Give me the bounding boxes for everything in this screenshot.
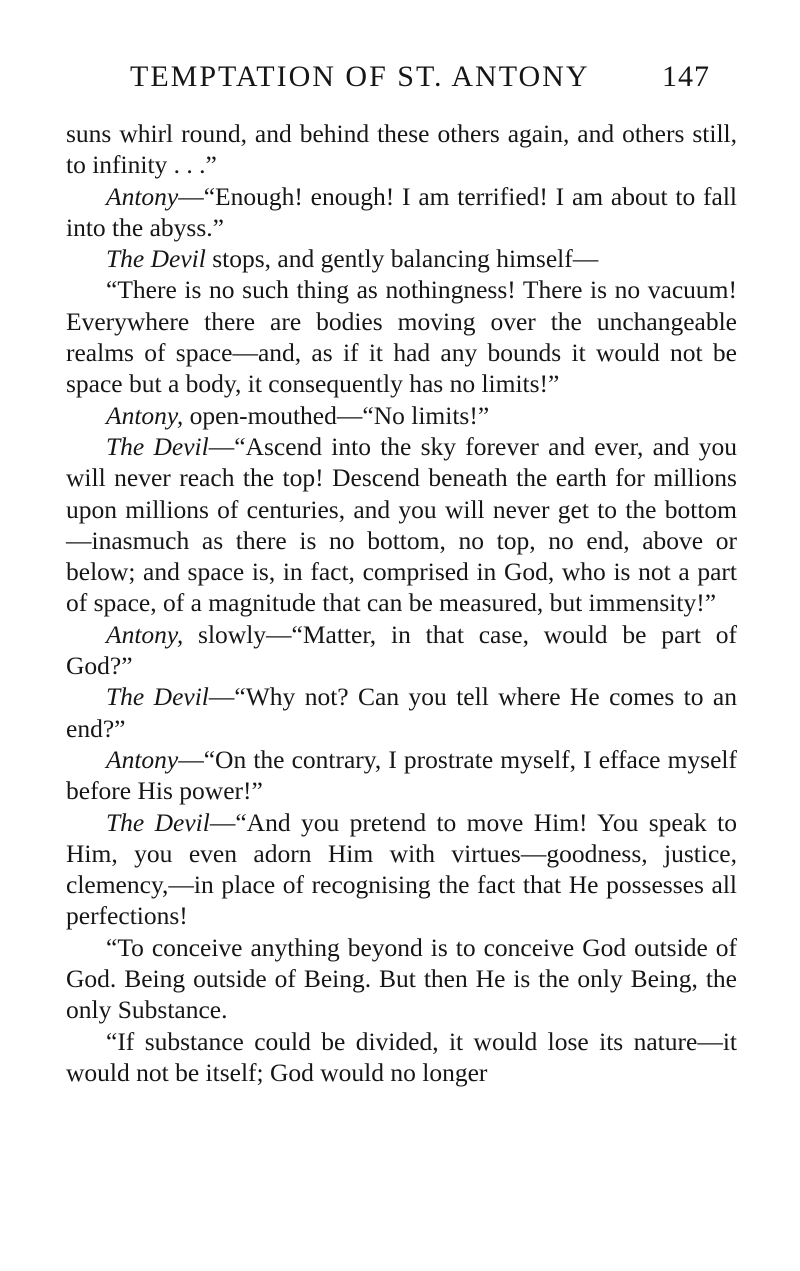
paragraph-text: open-mouthed—“No limits!” xyxy=(183,400,490,430)
paragraph xyxy=(66,243,737,274)
paragraph-text: —“Why not? Can you tell where He comes to an end?” xyxy=(66,682,737,743)
page-number: 147 xyxy=(662,60,710,93)
paragraph xyxy=(66,274,737,399)
paragraph xyxy=(66,181,737,244)
paragraph xyxy=(66,932,737,1026)
paragraph-text: —“Ascend into the sky forever and ever, and you will never reach the top! Descend beneath the earth for millions upon millions of centuries, and you will never get to the bottom—inasmuch as there is no bottom, no top, no end, above or below; and space is, in fact, comprised in God, who is not a part of space, of a magnitude that can be measured, but immensity!” xyxy=(66,431,737,618)
body-text xyxy=(66,118,737,1088)
paragraph-text: suns whirl round, and behind these others again, and others still, to infinity . . .” xyxy=(66,119,737,180)
speaker-name: The Devil xyxy=(106,682,209,712)
speaker-name: The Devil xyxy=(106,431,209,461)
paragraph xyxy=(66,431,737,619)
paragraph-text: —“On the contrary, I prostrate myself, I efface myself before His power!” xyxy=(66,744,737,806)
speaker-name: Antony, xyxy=(106,400,184,430)
paragraph-text: stops, and gently balancing himself— xyxy=(205,244,599,274)
paragraph-text: —“Enough! enough! I am terrified! I am about to fall into the abyss.” xyxy=(66,181,737,242)
paragraph xyxy=(66,118,737,181)
paragraph-text: “To conceive anything beyond is to conceive God outside of God. Being outside of Being. But then He is the only Being, the only Substance. xyxy=(66,932,737,1025)
speaker-name: The Devil xyxy=(106,807,210,837)
paragraph-text: “If substance could be divided, it would lose its nature—it would not be itself; God would no longer xyxy=(66,1026,737,1087)
running-title: TEMPTATION OF ST. ANTONY xyxy=(130,60,590,93)
paragraph xyxy=(66,619,737,682)
paragraph-text: slowly—“Matter, in that case, would be part of God?” xyxy=(66,619,737,681)
paragraph-text: —“And you pretend to move Him! You speak to Him, you even adorn Him with virtues—goodness, justice, clemency,—in place of recognising the fact that He possesses all perfections! xyxy=(66,807,737,931)
paragraph xyxy=(66,744,737,807)
speaker-name: Antony, xyxy=(106,619,184,649)
paragraph xyxy=(66,807,737,932)
paragraph xyxy=(66,681,737,744)
speaker-name: Antony xyxy=(106,744,179,774)
speaker-name: Antony xyxy=(106,181,179,211)
paragraph xyxy=(66,400,737,431)
paragraph xyxy=(66,1026,737,1089)
speaker-name: The Devil xyxy=(106,244,206,274)
paragraph-text: “There is no such thing as nothingness! There is no vacuum! Everywhere there are bodies moving over the unchangeable realms of space—and, as if it had any bounds it would not be space but a body, it consequently has no limits!” xyxy=(66,275,737,399)
